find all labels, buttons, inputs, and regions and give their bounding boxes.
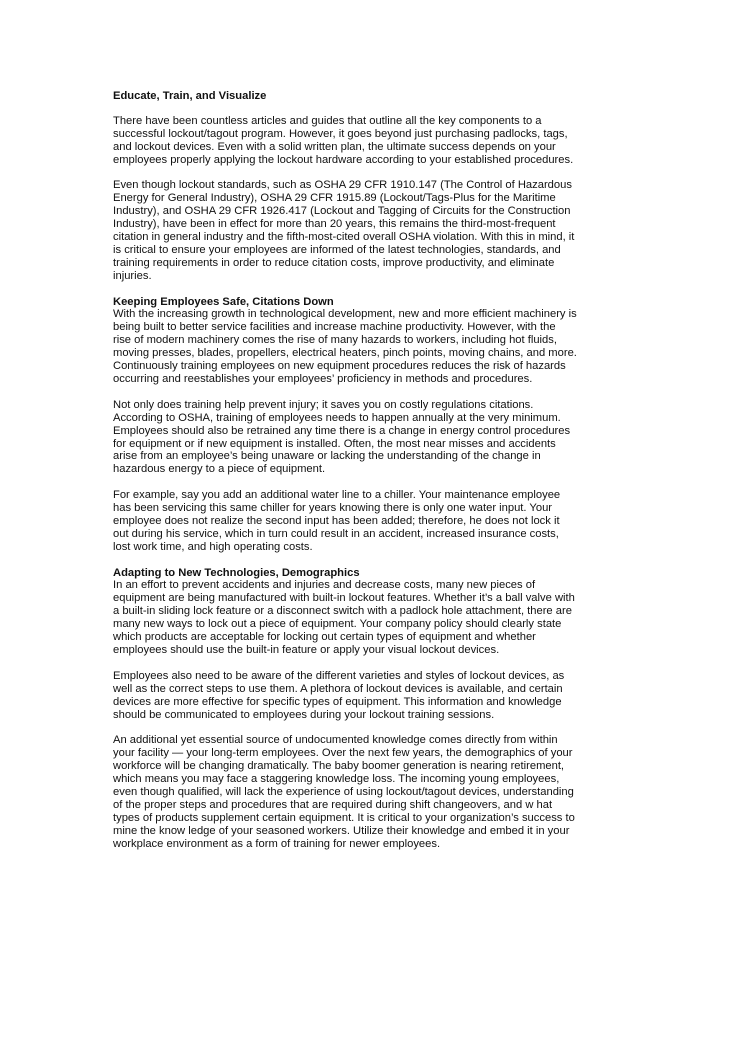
text-line: employee does not realize the second input has been added; therefore, he does not lock it: [113, 514, 560, 527]
text-line: many new ways to lock out a piece of equipment. Your company policy should clearly state: [113, 618, 562, 631]
document-blocks: [113, 115, 643, 851]
text-line: a built-in sliding lock feature or a disconnect switch with a padlock hole attachment, there are: [113, 605, 572, 618]
text-line: Employees should also be retrained any time there is a change in energy control procedures: [113, 424, 571, 437]
text-line: is critical to ensure your employees are informed of the latest technologies, standards, and: [113, 243, 561, 256]
text-line: well as the correct steps to use them. A plethora of lockout devices is available, and certain: [113, 682, 563, 695]
text-line: successful lockout/tagout program. However, it goes beyond just purchasing padlocks, tags,: [113, 127, 568, 140]
text-line: being built to better service facilities and increase machine productivity. However, with the: [113, 321, 556, 334]
paragraph: [113, 399, 643, 476]
paragraph: [113, 489, 643, 554]
text-line: and lockout devices. Even with a solid written plan, the ultimate success depends on your: [113, 140, 556, 153]
text-line: workforce will be changing dramatically. The baby boomer generation is nearing retirement,: [113, 760, 565, 773]
text-line: hazardous energy to a piece of equipment.: [113, 463, 326, 476]
text-line: for equipment or if new equipment is installed. Often, the most near misses and accidents: [113, 437, 556, 450]
paragraph: [113, 179, 643, 282]
text-line: rise of modern machinery comes the rise of many hazards to workers, including hot fluids,: [113, 334, 557, 347]
text-line: Not only does training help prevent injury; it saves you on costly regulations citations.: [113, 398, 534, 411]
text-line: even though qualified, will lack the experience of using lockout/tagout devices, understanding: [113, 785, 574, 798]
text-line: injuries.: [113, 269, 152, 282]
text-line: moving presses, blades, propellers, electrical heaters, pinch points, moving chains, and more.: [113, 347, 577, 360]
text-line: With the increasing growth in technological development, new and more efficient machinery is: [113, 308, 577, 321]
text-line: workplace environment as a form of training for newer employees.: [113, 837, 441, 850]
text-line: citation in general industry and the fifth-most-cited overall OSHA violation. With this in mind, it: [113, 231, 575, 244]
text-line: For example, say you add an additional water line to a chiller. Your maintenance employee: [113, 489, 561, 502]
text-line: of the proper steps and procedures that are required during shift changeovers, and w hat: [113, 798, 553, 811]
section-heading: Keeping Employees Safe, Citations Down: [113, 295, 334, 308]
text-line: training requirements in order to reduce citation costs, improve productivity, and eliminate: [113, 256, 555, 269]
text-line: According to OSHA, training of employees needs to happen annually at the very minimum.: [113, 411, 561, 424]
text-line: arise from an employee’s being unaware or lacking the understanding of the change in: [113, 450, 541, 463]
document-title: Educate, Train, and Visualize: [113, 90, 267, 102]
text-line: An additional yet essential source of undocumented knowledge comes directly from within: [113, 734, 558, 747]
text-line: Industry), and OSHA 29 CFR 1926.417 (Lockout and Tagging of Circuits for the Construction: [113, 205, 571, 218]
text-line: which means you may face a staggering knowledge loss. The incoming young employees,: [113, 773, 560, 786]
section: [113, 567, 643, 657]
text-line: devices are more effective for specific types of equipment. This information and knowledge: [113, 695, 562, 708]
text-line: employees should use the built-in feature or apply your visual lockout devices.: [113, 643, 500, 656]
paragraph: [113, 670, 643, 722]
text-line: should be communicated to employees during your lockout training sessions.: [113, 708, 495, 721]
text-line: equipment are being manufactured with built-in lockout features. Whether it’s a ball valve with: [113, 592, 575, 605]
text-line: out during his service, which in turn could result in an accident, increased insurance costs,: [113, 527, 559, 540]
text-line: Continuously training employees on new equipment procedures reduces the risk of hazards: [113, 360, 566, 373]
section: [113, 296, 643, 386]
text-line: types of products supplement certain equipment. It is critical to your organization’s success to: [113, 811, 575, 824]
text-line: your facility — your long-term employees. Over the next few years, the demographics of your: [113, 747, 573, 760]
text-line: which products are acceptable for locking out certain types of equipment and whether: [113, 631, 536, 644]
document-body: [113, 90, 643, 863]
text-line: lost work time, and high operating costs.: [113, 540, 313, 553]
text-line: Energy for General Industry), OSHA 29 CFR 1915.89 (Lockout/Tags-Plus for the Maritime: [113, 192, 556, 205]
text-line: Even though lockout standards, such as OSHA 29 CFR 1910.147 (The Control of Hazardous: [113, 179, 572, 192]
text-line: Industry), have been in effect for more than 20 years, this remains the third-most-frequent: [113, 218, 556, 231]
text-line: In an effort to prevent accidents and injuries and decrease costs, many new pieces of: [113, 579, 536, 592]
section-heading: Adapting to New Technologies, Demographics: [113, 566, 360, 579]
text-line: There have been countless articles and guides that outline all the key components to a: [113, 114, 542, 127]
text-line: Employees also need to be aware of the different varieties and styles of lockout devices, as: [113, 669, 565, 682]
text-line: occurring and reestablishes your employees’ proficiency in methods and procedures.: [113, 373, 533, 385]
text-line: has been servicing this same chiller for years knowing there is only one water input. Your: [113, 502, 553, 515]
paragraph: [113, 734, 643, 850]
text-line: employees properly applying the lockout hardware according to your established procedures.: [113, 153, 574, 166]
text-line: mine the know ledge of your seasoned workers. Utilize their knowledge and embed it in your: [113, 824, 570, 837]
paragraph: [113, 115, 643, 167]
